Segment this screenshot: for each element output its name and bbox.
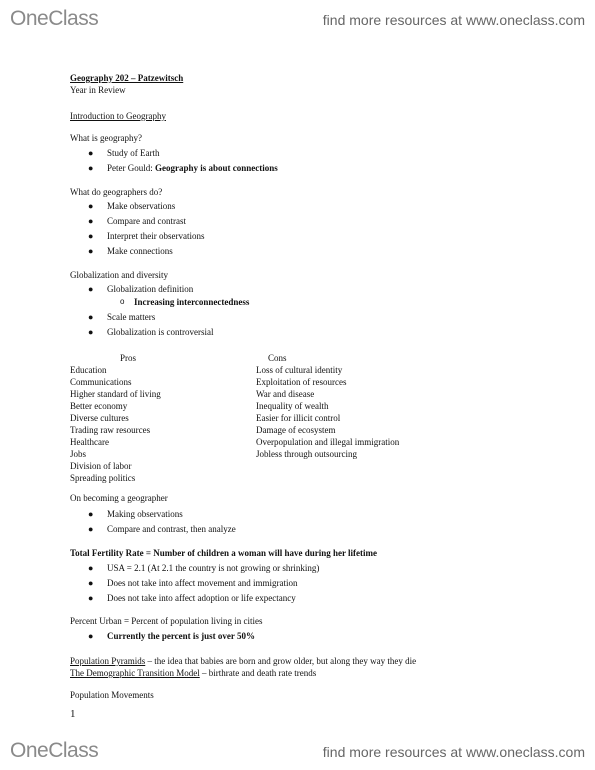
list-item: Inequality of wealth	[256, 401, 329, 411]
brand-one: One	[10, 739, 49, 762]
list-item: Damage of ecosystem	[256, 425, 336, 435]
page-number: 1	[70, 708, 76, 720]
bullet-icon: ●	[88, 593, 94, 603]
list-item: Spreading politics	[70, 473, 136, 483]
list-item: Jobless through outsourcing	[256, 449, 357, 459]
cons-header: Cons	[268, 353, 287, 363]
find-more-link-bottom[interactable]: find more resources at www.oneclass.com	[322, 744, 585, 760]
percent-urban-definition: Percent Urban = Percent of population living in cities	[70, 616, 263, 626]
demographic-transition-line: The Demographic Transition Model – birthrate and death rate trends	[70, 668, 317, 678]
bullet-icon: ●	[88, 284, 94, 294]
key-phrase: Geography is about connections	[155, 163, 278, 173]
list-item: Trading raw resources	[70, 425, 151, 435]
list-item: Easier for illicit control	[256, 413, 341, 423]
population-pyramids-term: Population Pyramids	[70, 656, 146, 666]
bullet-icon: ●	[88, 327, 94, 337]
bullet-icon: ●	[88, 578, 94, 588]
bullet-icon: ●	[88, 563, 94, 573]
list-item: War and disease	[256, 389, 315, 399]
list-item: Division of labor	[70, 461, 132, 471]
population-movements-heading: Population Movements	[70, 690, 154, 700]
bullet-icon: ●	[88, 163, 94, 173]
demographic-transition-term: The Demographic Transition Model	[70, 668, 200, 678]
tfr-definition: Total Fertility Rate = Number of children a woman will have during her lifetime	[70, 548, 378, 558]
bullet-icon: ●	[88, 509, 94, 519]
bullet-icon: ●	[88, 524, 94, 534]
list-item: Diverse cultures	[70, 413, 129, 423]
becoming-geographer-heading: On becoming a geographer	[70, 493, 168, 503]
circle-bullet-icon: o	[120, 297, 125, 306]
question-what-is-geography: What is geography?	[70, 133, 142, 143]
brand-class: Class	[48, 7, 99, 30]
section-intro-heading: Introduction to Geography	[70, 111, 166, 121]
bullet-icon: ●	[88, 148, 94, 158]
oneclass-logo-top[interactable]	[10, 8, 98, 29]
list-item: Communications	[70, 377, 132, 387]
globalization-heading: Globalization and diversity	[70, 270, 168, 280]
list-item: Healthcare	[70, 437, 109, 447]
list-item: Education	[70, 365, 107, 375]
list-item: Better economy	[70, 401, 128, 411]
list-item: Higher standard of living	[70, 389, 161, 399]
bullet-icon: ●	[88, 246, 94, 256]
bullet-icon: ●	[88, 216, 94, 226]
brand-class: Class	[48, 739, 99, 762]
population-pyramids-line: Population Pyramids – the idea that babies are born and grow older, but along they way they die	[70, 656, 417, 666]
brand-one: One	[10, 7, 49, 30]
list-item: Exploitation of resources	[256, 377, 347, 387]
question-what-geographers-do: What do geographers do?	[70, 187, 163, 197]
doc-subtitle: Year in Review	[70, 85, 126, 95]
bullet-icon: ●	[88, 312, 94, 322]
list-item: Jobs	[70, 449, 87, 459]
bullet-icon: ●	[88, 631, 94, 641]
oneclass-logo-bottom[interactable]	[10, 740, 98, 761]
list-item: Loss of cultural identity	[256, 365, 343, 375]
list-item: Overpopulation and illegal immigration	[256, 437, 400, 447]
doc-title: Geography 202 – Patzewitsch	[70, 73, 184, 83]
bullet-icon: ●	[88, 201, 94, 211]
find-more-link-top[interactable]: find more resources at www.oneclass.com	[322, 12, 585, 28]
bullet-icon: ●	[88, 231, 94, 241]
pros-header: Pros	[120, 353, 137, 363]
